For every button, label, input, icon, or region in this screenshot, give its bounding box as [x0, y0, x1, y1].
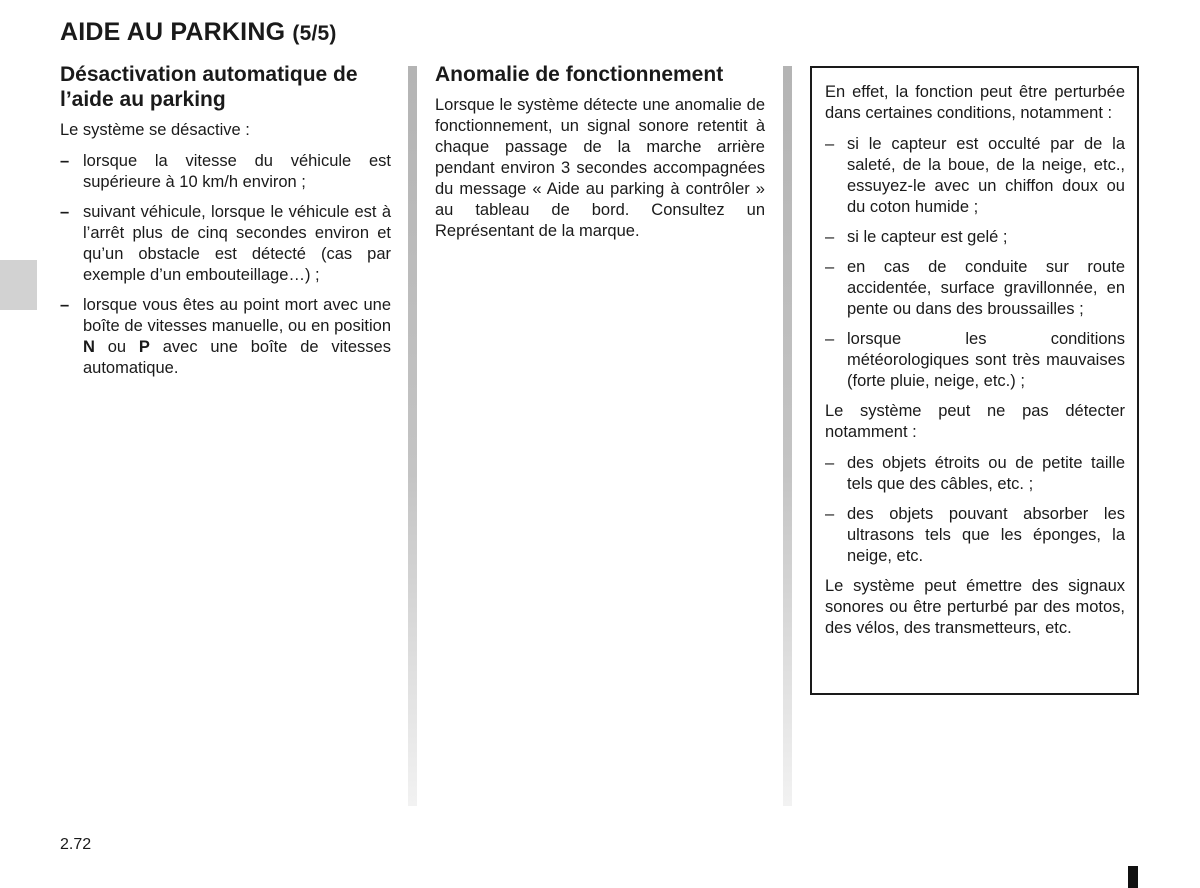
- list-item: [60, 295, 391, 379]
- deactivation-list: [60, 151, 391, 379]
- page-title-text: AIDE AU PARKING: [60, 18, 286, 46]
- page-number: 2.72: [60, 836, 92, 853]
- section-body: Lorsque le système détecte une anomalie de fonctionnement, un signal sonore retentit à chaque passage de la marche arrière pendant environ 3 secondes accompagnées du message « Aide au parking à contrôler » au tableau de bord. Consultez un Représentant de la marque.: [435, 96, 765, 240]
- section-intro: Le système se désactive :: [60, 121, 250, 139]
- list-item: – des objets étroits ou de petite taille tels que des câbles, etc. ;: [825, 453, 1125, 495]
- chapter-tab-marker: [0, 260, 37, 310]
- list-item: – si le capteur est occulté par de la saleté, de la boue, de la neige, etc., essuyez-le avec un chiffon doux ou du coton humide ;: [825, 134, 1125, 218]
- note-list: [825, 134, 1125, 392]
- list-item: – en cas de conduite sur route accidentée, surface gravillonnée, en pente ou dans des broussailles ;: [825, 257, 1125, 320]
- column-divider: [783, 66, 792, 806]
- gear-position-p: P: [138, 338, 150, 356]
- page-edge-marker: [1128, 866, 1138, 888]
- column-divider: [408, 66, 417, 806]
- list-item: – lorsque les conditions météorologiques sont très mauvaises (forte pluie, neige, etc.) ;: [825, 329, 1125, 392]
- page-title-suffix: (5/5): [292, 22, 337, 45]
- list-item: – lorsque la vitesse du véhicule est supérieure à 10 km/h environ ;: [60, 151, 391, 193]
- list-item-text: ou: [94, 338, 139, 356]
- section-auto-deactivation: [60, 62, 391, 388]
- note-intro: En effet, la fonction peut être perturbée dans certaines conditions, notamment :: [825, 83, 1125, 122]
- section-malfunction: [435, 62, 765, 252]
- list-item-text: avec une boîte de vitesses automatique.: [83, 338, 391, 377]
- note-paragraph: Le système peut ne pas détecter notamment :: [825, 402, 1125, 441]
- list-item-text: lorsque vous êtes au point mort avec une boîte de vitesses manuelle, ou en position: [83, 296, 391, 335]
- note-list: [825, 453, 1125, 567]
- note-box: [810, 66, 1139, 695]
- list-item: – des objets pouvant absorber les ultrasons tels que les éponges, la neige, etc.: [825, 504, 1125, 567]
- list-item: – si le capteur est gelé ;: [825, 227, 1125, 248]
- list-item: – suivant véhicule, lorsque le véhicule est à l’arrêt plus de cinq secondes environ et qu’un obstacle est détecté (cas par exemple d’un embouteillage…) ;: [60, 202, 391, 286]
- page-title: [60, 18, 337, 47]
- gear-position-n: N: [83, 338, 95, 356]
- section-heading: Désactivation automatique de l’aide au parking: [60, 63, 358, 111]
- section-heading: Anomalie de fonctionnement: [435, 63, 724, 86]
- note-paragraph: Le système peut émettre des signaux sonores ou être perturbé par des motos, des vélos, des transmetteurs, etc.: [825, 577, 1125, 637]
